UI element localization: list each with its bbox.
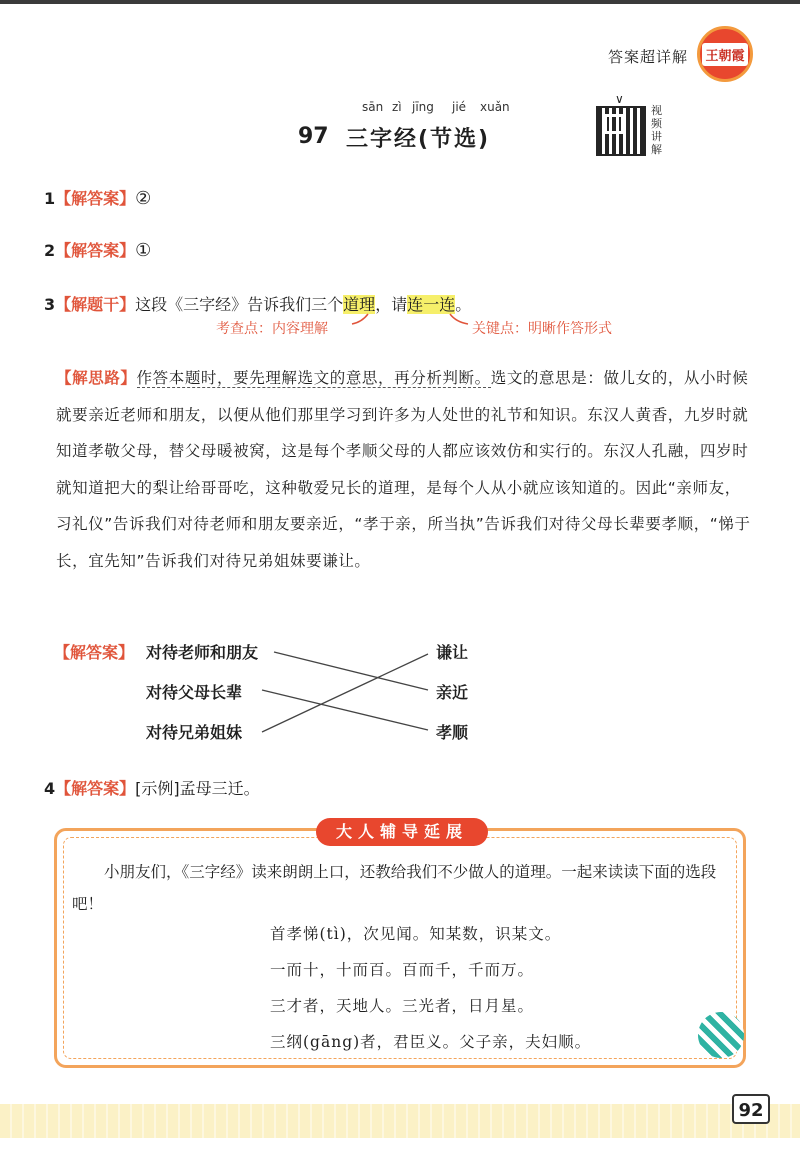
pinyin-san: sān: [362, 100, 384, 114]
match-line-teachers-close: [274, 652, 428, 690]
match-left-item: 对待父母长辈: [146, 683, 243, 702]
answer-value: ②: [135, 188, 152, 209]
match-right-item: 孝顺: [436, 723, 469, 742]
stem-text-b: ，请: [375, 295, 408, 314]
answer-tag: 【解答案】: [55, 241, 136, 260]
stem-note-arrows: [0, 300, 800, 340]
pinyin-jing: jīng: [412, 100, 434, 114]
match-right-item: 谦让: [436, 643, 469, 662]
match-right-item: 亲近: [436, 683, 469, 702]
header-label: 答案超详解: [607, 48, 688, 66]
qr-label: 视频讲解: [651, 104, 662, 156]
pinyin-zi: zì: [392, 100, 402, 114]
analysis-paragraph: [56, 360, 756, 579]
note-key-point: 关键点：明晰作答形式: [472, 321, 612, 337]
question-4: [44, 776, 260, 799]
answer-tag: 【解答案】: [55, 189, 136, 208]
brand-logo: [697, 26, 753, 82]
answer-value: [示例]孟母三迁。: [135, 779, 260, 798]
match-left-item: 对待老师和朋友: [146, 643, 259, 662]
qr-code-icon[interactable]: [596, 106, 646, 156]
match-left-item: 对待兄弟姐妹: [146, 723, 243, 742]
top-rule: [0, 0, 800, 4]
decorative-ball-icon: [698, 1012, 744, 1058]
question-number: 1: [44, 189, 56, 208]
question-number: 4: [44, 779, 56, 798]
stem-text-c: 。: [455, 295, 472, 314]
expansion-intro: 小朋友们，《三字经》读来朗朗上口，还教给我们不少做人的道理。一起来读读下面的选段吧！: [72, 863, 717, 913]
question-2: [44, 238, 151, 261]
match-line-siblings-humble: [262, 654, 428, 732]
question-number: 3: [44, 295, 56, 314]
lesson-number: 97: [298, 124, 329, 149]
logo-text: 王朝霞: [702, 43, 747, 66]
stem-highlight-2: 连一连: [407, 295, 456, 314]
analysis-lead: 作答本题时，要先理解选文的意思，再分析判断。: [136, 369, 491, 387]
match-line-parents-filial: [262, 690, 428, 730]
qr-antenna-icon: ∨: [615, 92, 624, 106]
analysis-tag: 【解思路】: [56, 369, 137, 387]
poem-line: 一而十，十而百。百而千，千而万。: [270, 961, 535, 979]
matching-answer-tag: 【解答案】: [54, 643, 135, 662]
page-number: 92: [732, 1094, 770, 1124]
poem-line: 首孝悌(tì)，次见闻。知某数，识某文。: [270, 925, 562, 943]
match-lines: [0, 640, 800, 750]
question-1: [44, 186, 151, 209]
pinyin-jie: jié: [452, 100, 467, 114]
footer-band: [0, 1104, 800, 1138]
answer-tag: 【解答案】: [55, 779, 136, 798]
analysis-body: 选文的意思是：做儿女的，从小时候就要亲近老师和朋友，以便从他们那里学习到许多为人处世的礼节和知识。东汉人黄香，九岁时就知道孝敬父母，替父母暖被窝，这是每个孝顺父母的人都应该效仿和实行的。东汉人孔融，四岁时就知道把大的梨让给哥哥吃，这种敬爱兄长的道理，是每个人从小就应该知道的。因此“亲师友，习礼仪”告诉我们对待老师和朋友要亲近，“孝于亲，所当执”告诉我们对待父母长辈要孝顺，“悌于长，宜先知”告诉我们对待兄弟姐妹要谦让。: [56, 369, 751, 570]
stem-highlight-1: 道理: [343, 295, 376, 314]
note-examination-point: 考查点：内容理解: [216, 321, 328, 337]
expansion-title: 大人辅导延展: [316, 818, 488, 846]
stem-tag: 【解题干】: [55, 295, 136, 314]
answer-value: ①: [135, 240, 152, 261]
question-number: 2: [44, 241, 56, 260]
lesson-title: 三字经(节选): [346, 127, 491, 152]
poem-line: 三才者，天地人。三光者，日月星。: [270, 997, 535, 1015]
stem-text-a: 这段《三字经》告诉我们三个: [135, 295, 344, 314]
pinyin-xuan: xuǎn: [480, 100, 510, 114]
poem-line: 三纲(gāng)者，君臣义。父子亲，夫妇顺。: [270, 1033, 592, 1051]
